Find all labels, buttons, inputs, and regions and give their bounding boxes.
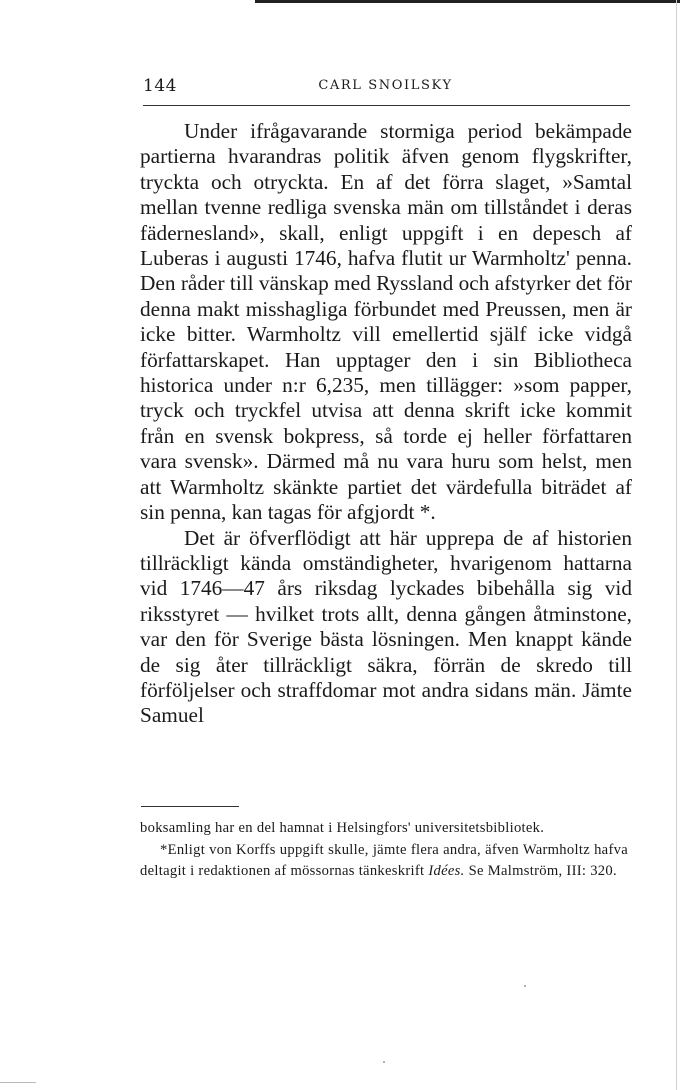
scan-bottom-mark: [0, 1082, 36, 1083]
running-title: CARL SNOILSKY: [318, 78, 453, 93]
footnote-title: Idées.: [428, 863, 465, 879]
footnote-continuation: boksamling har en del hamnat i Helsingfors' universitetsbibliotek.: [140, 820, 545, 836]
page-header: [143, 76, 628, 98]
body-paragraph: Det är öfverflödigt att här upprepa de af historien tillräckligt kända omständigheter, hvarigenom hattarna vid 1746—47 års riksdag lyckades bibehålla sig vid riksstyret — hvilket trots allt, denna gången åtminstone, var den för Sverige bästa lösningen. Men knappt kände de sig åter tillräckligt säkra, förrän de skredo till förföljelser och straffdomar mot andra sidans män. Jämte Samuel: [140, 525, 632, 728]
header-rule: [143, 105, 630, 106]
scan-right-edge: [676, 0, 677, 1090]
scan-top-edge: [255, 0, 680, 3]
footnote-marker: *: [160, 841, 168, 858]
page-number: 144: [143, 76, 177, 96]
body-paragraph: Under ifrågavarande stormiga period bekämpade partierna hvarandras politik äfven genom flygskrifter, tryckta och otryckta. En af det förra slaget, »Samtal mellan tvenne redliga svenska män om tillståndet i deras fädernesland», skall, enligt uppgift i en depesch af Luberas i augusti 1746, hafva flutit ur Warmholtz' penna. Den råder till vänskap med Ryssland och afstyrker det för denna makt misshagliga förbundet med Preussen, men är icke bitter. Warmholtz vill emellertid själf icke vidgå författarskapet. Han upptager den i sin Bibliotheca historica under n:r 6,235, men tillägger: »som papper, tryck och tryckfel utvisa att denna skrift icke kommit från en svensk bokpress, så torde ej heller författaren vara svensk». Därmed må nu vara huru som helst, men att Warmholtz skänkte partiet det värdefulla biträdet af sin penna, kan tagas för afgjordt *.: [140, 119, 632, 525]
footnote-rule: [141, 806, 239, 807]
footnote-text: Enligt von Korffs uppgift skulle, jämte flera andra, äfven Warmholtz hafva deltagit i redaktionen af mössornas tänkeskrift: [140, 841, 628, 879]
scan-speck: [383, 1061, 385, 1063]
footnote: [140, 840, 628, 883]
footnotes: [140, 818, 628, 883]
scan-speck: [524, 985, 526, 987]
body-text: [140, 119, 632, 729]
footnote-text: Se Malmström, III: 320.: [464, 863, 617, 879]
